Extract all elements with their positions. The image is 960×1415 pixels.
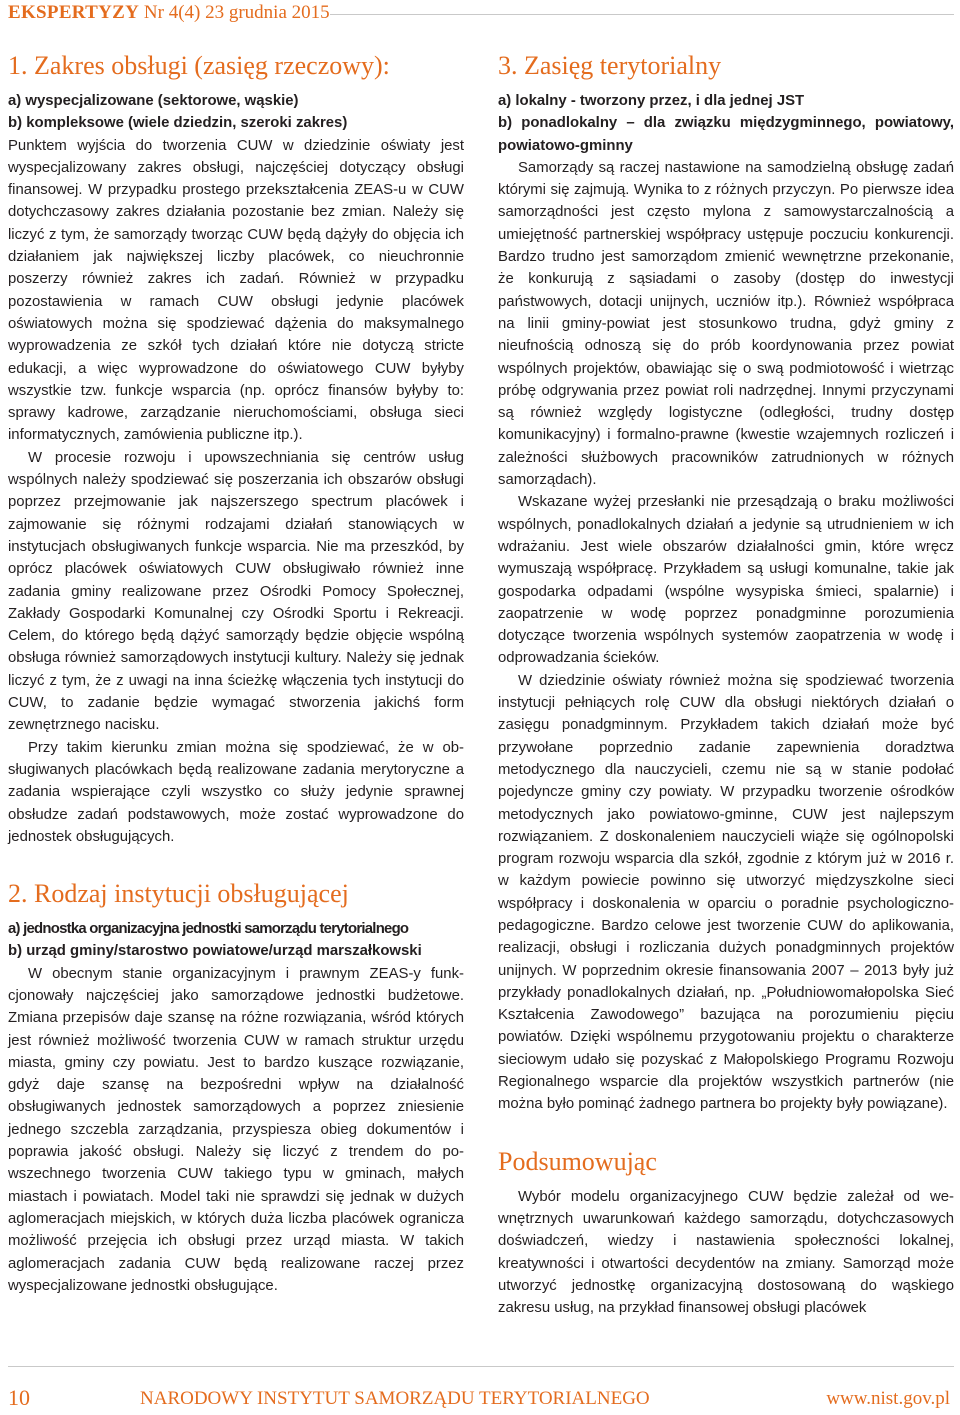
- paragraph: Przy takim kierunku zmian można się spodziewać, że w obsługiwanych placówkach będą realizowane zadania merytoryczne a zadania wspierające czyli wszystko co służy jedynie sprawnej obsłudze zadań podstawowych, może zostać wyprowadzone do jednostek obsługujących.: [8, 739, 464, 845]
- page-header: [0, 0, 960, 34]
- footer-rule: [8, 1366, 954, 1367]
- summary-heading: Podsumowując: [498, 1146, 657, 1176]
- page-number: 10: [8, 1385, 30, 1410]
- paragraph: Wskazane wyżej przesłanki nie przesądzają o braku możliwości wspólnych, ponadlokalnych działań a jedynie są utrudnieniem w ich wdrażaniu. Jest wiele obszarów działalności gmin, które wręcz wymuszają współpracę. Przykładem są usługi komunalne, takie jak gospodarka odpadami (wspólne wysypiska śmieci, spalarnie) i zaopatrzenie w wodę poprzez ponadgminne porozumienia dotyczące tworzenia wspólnych systemów zaopatrzenia w wodę i odprowadzania ścieków.: [498, 494, 954, 667]
- section-3-option-b: b) ponadlokalny – dla związku międzygminnego, powiatowy, powiatowo-gminny: [498, 115, 954, 154]
- section-1-option-b: b) kompleksowe (wiele dziedzin, szeroki zakres): [8, 115, 348, 132]
- running-head: [8, 2, 330, 24]
- paragraph: W obecnym stanie organizacyjnym i prawnym ZEAS-y funkcjonowały najczęściej jako samorządowe jednostki budżetowe. Zmiana przepisów daje szansę na różne rozwiązania, wśród których jest również możliwość tworzenia CUW w ramach struktur urzędu miasta, gminy czy powiatu. Jest to bardzo kuszące rozwiązanie, gdyż daje szansę na bezpośredni wpływ na działalność obsługiwanych jednostek samorządowych a poprzez zniesienie jednego szczebla zarządzania, przyspiesza obieg dokumentów i poprawia jakość obsługi. Należy się liczyć z trendem do powszechnego tworzenia CUW takiego typu w gminach, małych miastach i powiatach. Model taki nie sprawdzi się jednak w dużych aglomeracjach miejskich, w których duża liczba placówek ogranicza możliwość przejęcia ich obsługi przez urząd miasta. W takich aglomeracjach zadania CUW będą realizowane raczej przez wyspecjalizowane jednostki obsługujące.: [8, 965, 464, 1294]
- paragraph: Wybór modelu organizacyjnego CUW będzie zależał od wewnętrznych uwarunkowań każdego samorządu, dotychczasowych doświadczeń, wiedzy i nastawienia społeczności lokalnej, kreatywności i otwartości decydentów na zmiany. Samorząd może utworzyć jednostkę organizacyjną dostosowaną do wąskiego zakresu usług, na przykład finansowej obsługi placówek: [498, 1188, 954, 1317]
- header-rule: [330, 14, 954, 15]
- right-column: [498, 50, 954, 1319]
- issue-info: Nr 4(4) 23 grudnia 2015: [143, 2, 330, 23]
- paragraph: W dziedzinie oświaty również można się spodziewać tworzenia instytucji pełniących rolę CUW dla obsługi niektórych działań o zasięgu ponadgminnym. Przykładem takich działań może być przywołane poprzednio zadanie zapewnienia doradztwa metodycznego dla nauczycieli, czemu nie są w stanie podołać pojedyncze gminy czy powiaty. W przypadku tworzenie ośrodków metodycznych jako powiatowo-gminne, CUW jest najlepszym rozwiązaniem. Z doskonaleniem nauczycieli wiąże się ogólnopolski program rozwoju wsparcia dla szkół, zgodnie z którym już w 2016 r. w każdym powiecie powinno się utworzyć międzyszkolne sieci współpracy i doskonalenia w oparciu o poradnie psychologiczno-pedagogiczne. Bardzo celowe jest tworzenie CUW do aplikowania, realizacji, obsługi i rozliczania dużych ponadgminnych projektów unijnych. W poprzednim okresie finansowania 2007 – 2013 były już przykłady ponadlokalnych działań, np. „Południowomałopolska Sieć Kształcenia Zawodowego” bazująca na porozumieniu pięciu powiatów. Dzięki wspólnemu przygotowaniu projektu o charakterze sieciowym udało się pozyskać z Małopolskiego Programu Rozwoju Regionalnego wsparcie dla projektów wszystkich partnerów (nie można było pominąć żadnego partnera bo projekty były powiązane).: [498, 672, 954, 1113]
- section-2-heading: 2. Rodzaj instytucji obsługującej: [8, 879, 349, 909]
- publisher-name: NARODOWY INSTYTUT SAMORZĄDU TERYTORIALNEGO: [140, 1388, 650, 1409]
- section-1-heading: 1. Zakres obsługi (zasięg rzeczowy):: [8, 51, 390, 80]
- section-3-option-a: a) lokalny - tworzony przez, i dla jednej JST: [498, 93, 805, 109]
- paragraph: W procesie rozwoju i upowszechniania się centrów usług wspólnych należy spodziewać się poszerzania ich obszarów obsługi poprzez przejmowanie jak najszerszego spectrum placówek i zajmowanie się różnymi rodzajami działań stanowiących w instytucjach obsługiwanych funkcje wsparcia. Nie ma przeszkód, by oprócz placówek oświatowych CUW obsługiwało również inne zadania gminy realizowane przez Ośrodki Pomocy Społecznej, Zakłady Gospodarki Komunalnej czy Ośrodki Sportu i Rekreacji. Celem, do którego będą dążyć samorządy będzie objęcie wspólną obsługa również samorządowych instytucji kultury. Należy się jednak liczyć z tym, że z uwagi na inna ścieżkę włączenia tych instytucji do CUW, to zadanie będzie wymagać stworzenia jakichś form zewnętrznego nacisku.: [8, 449, 464, 734]
- magazine-name: EKSPERTYZY: [8, 2, 140, 23]
- paragraph: Samorządy są raczej nastawione na samodzielną obsługę zadań którymi się zajmują. Wynika to z różnych przyczyn. Po pierwsze idea samorządności jest często mylona z samowystarczalnością a umiejętność partnerskiej współpracy ustępuje poczuciu konkurencji. Bardzo trudno jest samorządom zmienić wewnętrzne przekonanie, że konkurują z sąsiadami o zasoby (dostęp do inwestycji państwowych, dotacji unijnych, uczniów itp.). Również współpraca na linii gminy-powiat jest stosunkowo trudna, gdyż gminy z nieufnością odnoszą się do prób koordynowania przez powiat wspólnych projektów, obawiając się o swą podmiotowość i wietrząc próbę odgrywania przez powiat roli nadrzędnej. Innymi przyczynami są również względy logistyczne (odległości, trudny dostęp komunikacyjny) i formalno-prawne (kwestie wzajemnych rozliczeń i zależności służbowych pracowników zatrudnionych w różnych samorządach).: [498, 159, 954, 489]
- section-2-option-b: b) urząd gminy/starostwo powiatowe/urząd marszałkowski: [8, 943, 422, 960]
- publisher-url: www.nist.gov.pl: [826, 1388, 950, 1409]
- page-footer: [0, 1366, 960, 1415]
- section-3-heading: 3. Zasięg terytorialny: [498, 51, 722, 80]
- paragraph: Punktem wyjścia do tworzenia CUW w dziedzinie oświaty jest wyspecjalizowany zakres obsługi, najczęściej dotyczący obsługi finansowej. W przypadku prostego przekształcenia ZEAS-u w CUW dotychczasowy zakres działania pozostanie bez zmian. Należy się liczyć z tym, że samorządy tworząc CUW będą dążyły do objęcia ich działaniem jak największej liczby placówek, co nieuchronnie poszerzy również zakres ich zadań. Również w przypadku pozostawienia w ramach CUW obsługi jedynie placówek oświatowych można się spodziewać dążenia do maksymalnego wyprowadzenia ze szkół tych działań które nie dotyczą stricte edukacji, a więc wyprowadzone do oświatowego CUW byłyby wszystkie tzw. funkcje wsparcia (np. oprócz finansów byłyby to: sprawy kadrowe, zarządzanie nieruchomościami, obsługa sieci informatycznych, zamówienia publiczne itp.).: [8, 137, 464, 444]
- section-2-option-a: a) jednostka organizacyjna jednostki samorządu terytorialnego: [8, 921, 409, 938]
- left-column: [8, 50, 464, 1297]
- section-1-option-a: a) wyspecjalizowane (sektorowe, wąskie): [8, 93, 299, 109]
